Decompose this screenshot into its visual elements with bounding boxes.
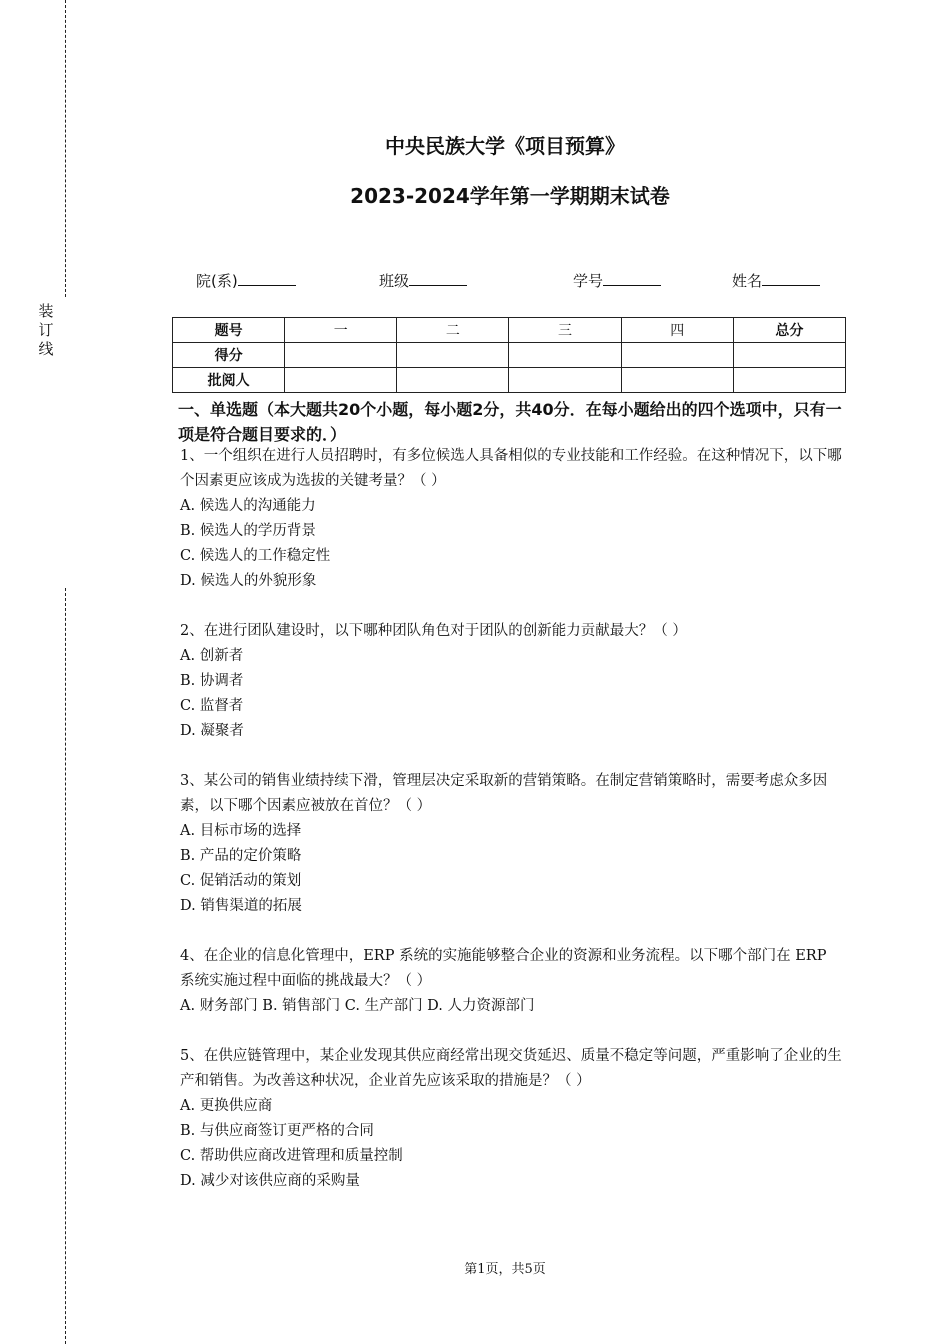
question-item <box>180 619 845 744</box>
info-label: 院(系) <box>196 272 238 290</box>
info-label: 学号 <box>573 272 604 290</box>
binding-char: 装 <box>38 302 54 320</box>
question-option: C. 候选人的工作稳定性 <box>180 548 331 564</box>
info-field-student-id <box>573 270 661 291</box>
question-item <box>180 1044 845 1194</box>
page-number: 第1页，共5页 <box>464 1262 546 1277</box>
score-cell <box>285 343 397 368</box>
question-option: A. 创新者 <box>180 648 244 664</box>
exam-title: 中央民族大学《项目预算》 <box>385 134 625 158</box>
grader-cell <box>621 368 733 393</box>
question-stem: 2、在进行团队建设时，以下哪种团队角色对于团队的创新能力贡献最大？（ ） <box>180 623 687 639</box>
score-cell <box>509 343 621 368</box>
score-table-header-row <box>173 318 846 343</box>
question-option: D. 销售渠道的拓展 <box>180 898 302 914</box>
question-option: B. 与供应商签订更严格的合同 <box>180 1123 374 1139</box>
question-option: B. 产品的定价策略 <box>180 848 302 864</box>
question-option: C. 监督者 <box>180 698 244 714</box>
info-label: 姓名 <box>732 272 763 290</box>
binding-label <box>37 302 55 359</box>
question-stem: 3、某公司的销售业绩持续下滑，管理层决定采取新的营销策略。在制定营销策略时，需要考虑众多因素，以下哪个因素应被放在首位？（ ） <box>180 773 828 814</box>
score-cell <box>397 343 509 368</box>
table-header-cell: 题号 <box>173 318 285 343</box>
question-option: B. 协调者 <box>180 673 244 689</box>
grader-cell <box>509 368 621 393</box>
question-option: D. 凝聚者 <box>180 723 244 739</box>
score-cell <box>733 343 845 368</box>
question-option: D. 候选人的外貌形象 <box>180 573 317 589</box>
score-cell <box>621 343 733 368</box>
question-option: A. 更换供应商 <box>180 1098 273 1114</box>
question-item <box>180 444 845 594</box>
info-field-department <box>196 270 296 291</box>
binding-line-bottom <box>65 588 66 1344</box>
question-option: A. 候选人的沟通能力 <box>180 498 316 514</box>
score-table-row <box>173 343 846 368</box>
question-stem: 1、一个组织在进行人员招聘时，有多位候选人具备相似的专业技能和工作经验。在这种情况下，以下哪个因素更应该成为选拔的关键考量？（ ） <box>180 448 842 489</box>
question-option: C. 帮助供应商改进管理和质量控制 <box>180 1148 403 1164</box>
question-option: A. 目标市场的选择 <box>180 823 302 839</box>
table-header-cell: 一 <box>285 318 397 343</box>
info-blank <box>762 271 820 286</box>
binding-char: 订 <box>38 321 54 339</box>
table-header-cell: 总分 <box>733 318 845 343</box>
question-option: B. 候选人的学历背景 <box>180 523 316 539</box>
info-field-name <box>732 270 820 291</box>
question-option: C. 促销活动的策划 <box>180 873 302 889</box>
table-header-cell: 三 <box>509 318 621 343</box>
table-header-cell: 二 <box>397 318 509 343</box>
table-header-cell: 四 <box>621 318 733 343</box>
question-stem: 5、在供应链管理中，某企业发现其供应商经常出现交货延迟、质量不稳定等问题，严重影响了企业的生产和销售。为改善这种状况，企业首先应该采取的措施是？（ ） <box>180 1048 842 1089</box>
table-row-label: 批阅人 <box>173 368 285 393</box>
grader-cell <box>285 368 397 393</box>
info-field-class <box>379 270 467 291</box>
info-label: 班级 <box>379 272 410 290</box>
score-table-row <box>173 368 846 393</box>
grader-cell <box>733 368 845 393</box>
question-list <box>180 444 845 1219</box>
table-row-label: 得分 <box>173 343 285 368</box>
question-item <box>180 769 845 919</box>
question-stem: 4、在企业的信息化管理中，ERP 系统的实施能够整合企业的资源和业务流程。以下哪个部门在 ERP 系统实施过程中面临的挑战最大？（ ） <box>180 948 827 989</box>
exam-subtitle: 2023-2024学年第一学期期末试卷 <box>350 184 670 208</box>
score-table <box>172 317 846 393</box>
info-blank <box>238 271 296 286</box>
binding-char: 线 <box>38 340 54 358</box>
grader-cell <box>397 368 509 393</box>
question-option: A. 财务部门 B. 销售部门 C. 生产部门 D. 人力资源部门 <box>180 998 535 1014</box>
section-heading: 一、单选题（本大题共20个小题，每小题2分，共40分．在每小题给出的四个选项中，只有一项是符合题目要求的．） <box>178 400 842 444</box>
question-option: D. 减少对该供应商的采购量 <box>180 1173 360 1189</box>
info-blank <box>409 271 467 286</box>
info-blank <box>603 271 661 286</box>
question-item <box>180 944 845 1019</box>
